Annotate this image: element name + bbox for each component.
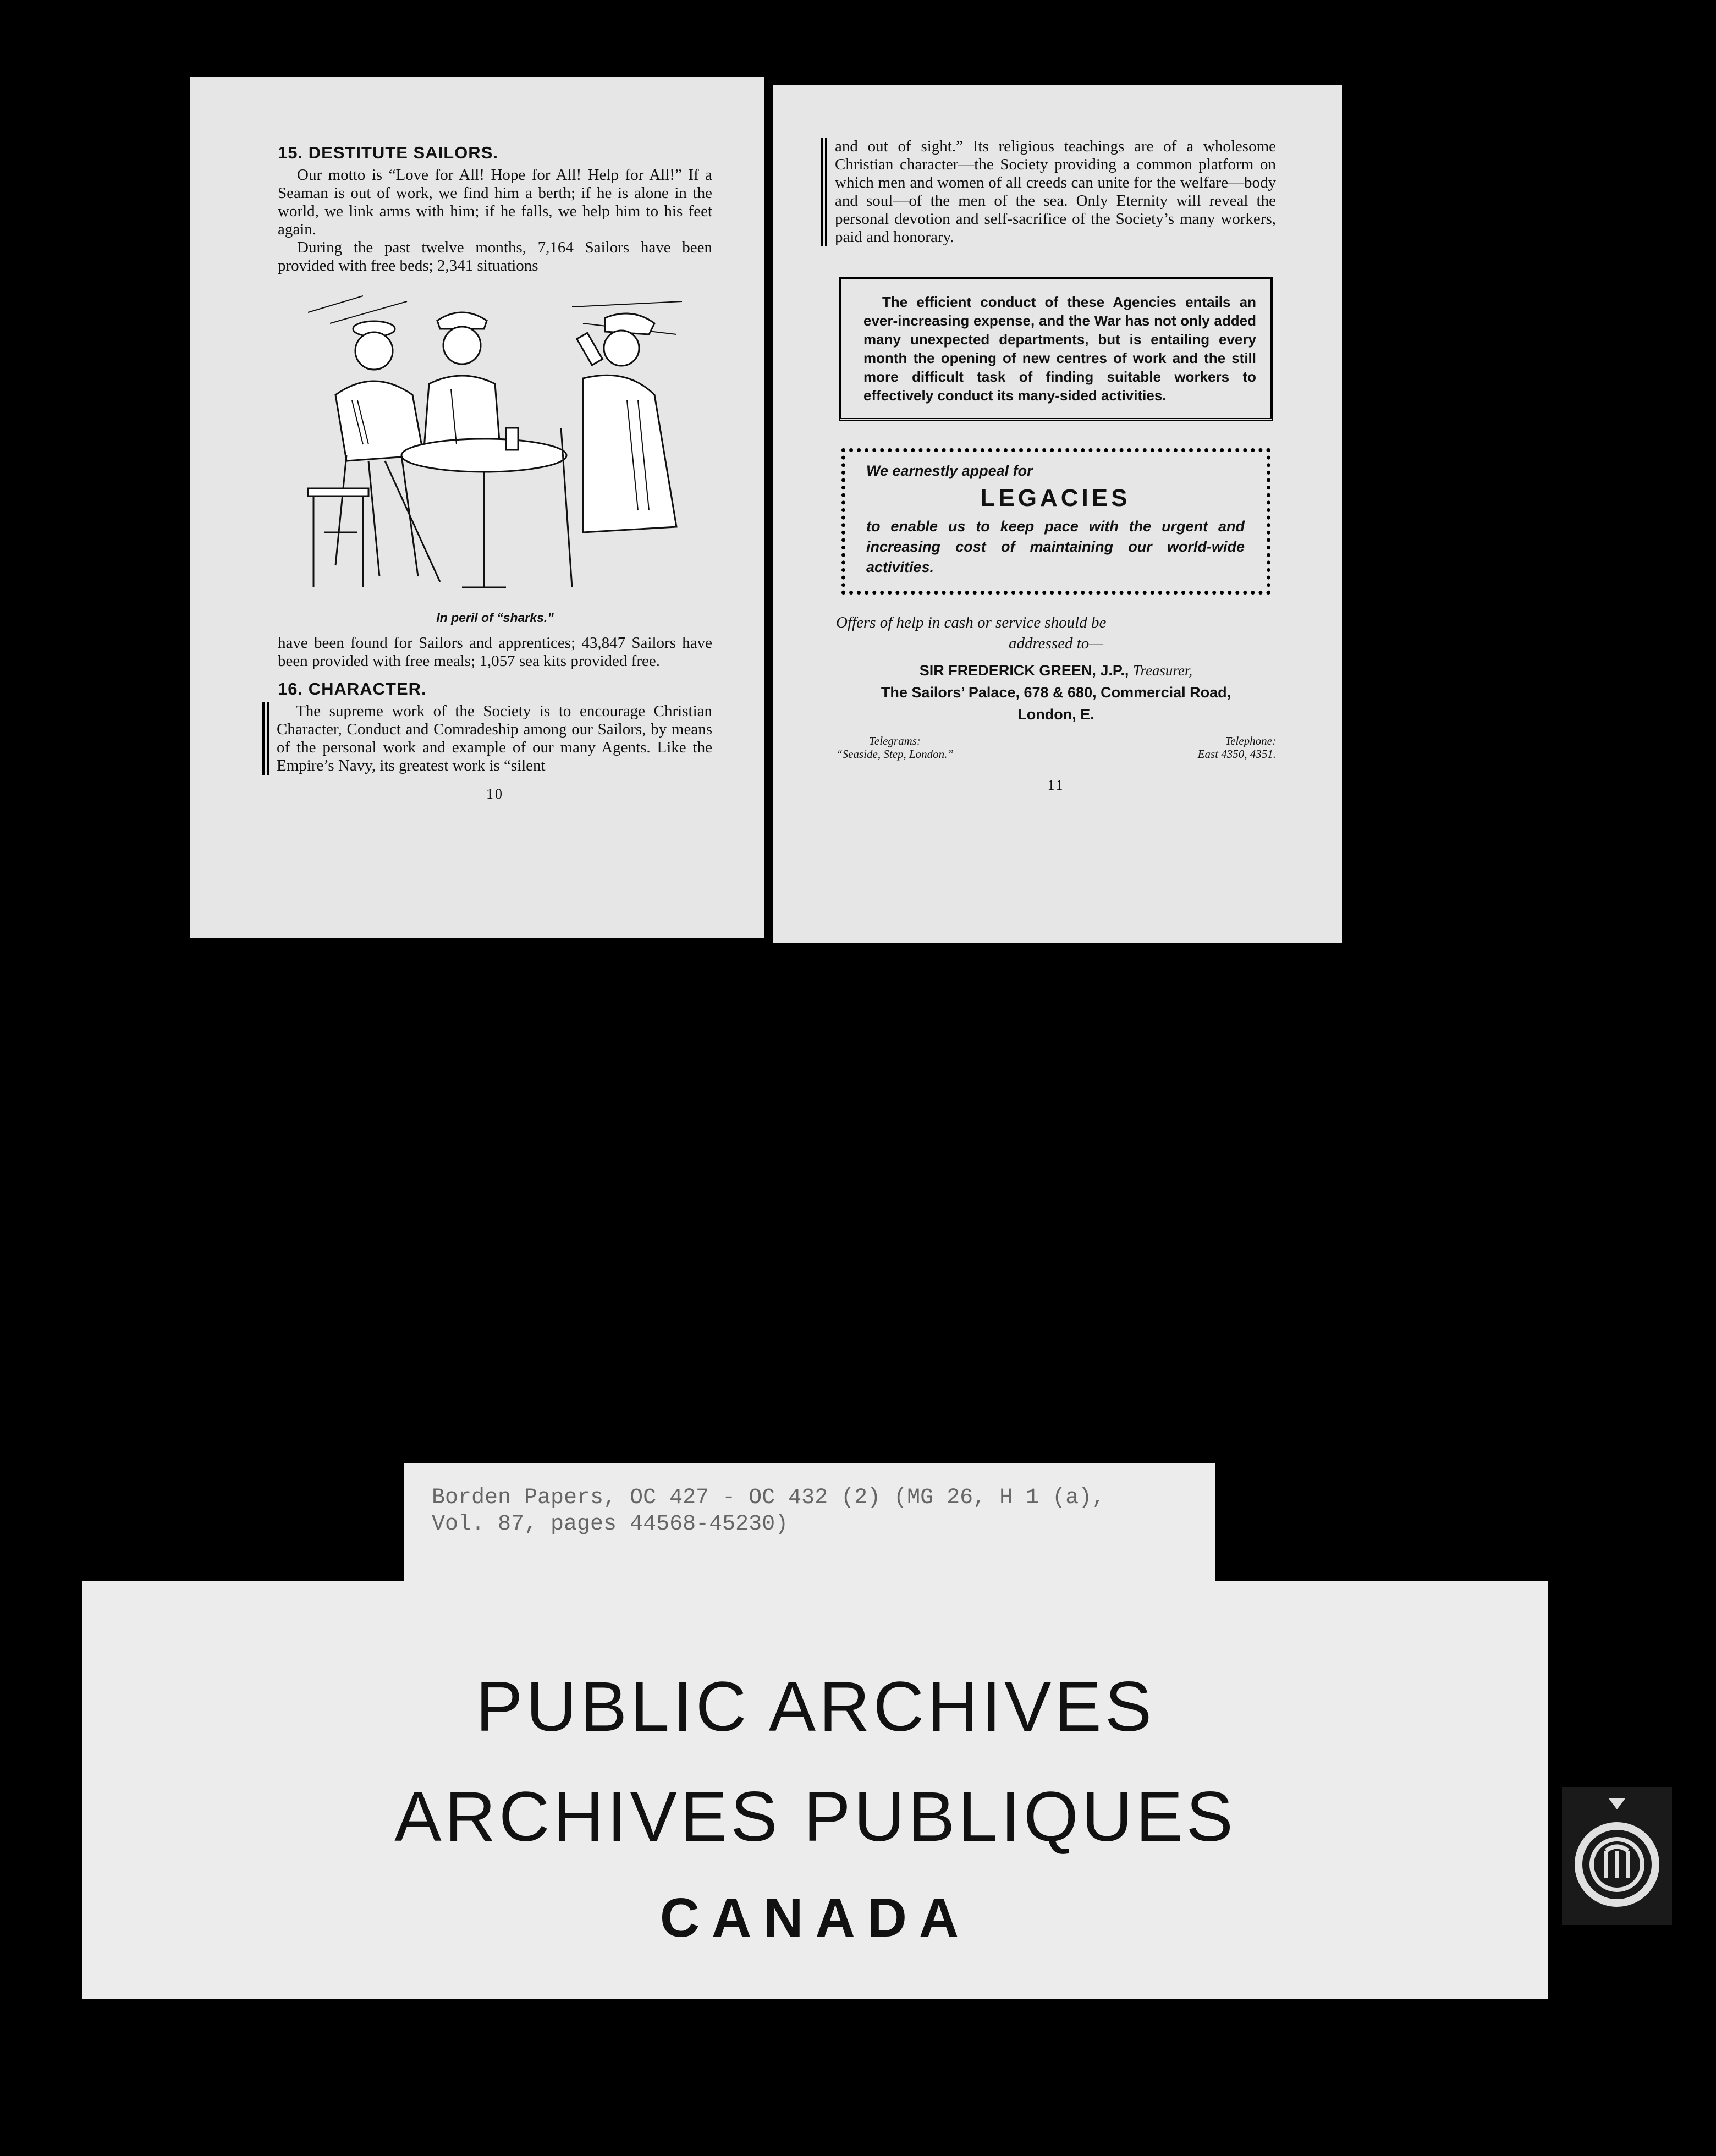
- archives-title-french: ARCHIVES PUBLIQUES: [394, 1778, 1236, 1856]
- appeal-intro: We earnestly appeal for: [866, 463, 1033, 479]
- continuation-paragraph: and out of sight.” Its religious teachings are of a wholesome Christian character—the Society providing a common platform on which men and women of all creeds can unite for the welfare—body and soul—of the men of the sea. Only Eternity will reveal the personal devotion and self-sacrifice of the Society’s many workers, paid and honorary.: [821, 138, 1276, 246]
- left-page-number: 10: [486, 786, 504, 802]
- left-column: [278, 143, 712, 802]
- treasurer-name-line: [836, 659, 1276, 681]
- offers-line-2: addressed to—: [1008, 635, 1104, 652]
- agencies-notice-box: The efficient conduct of these Agencies entails an ever-increasing expense, and the War has not only added many unexpected departments, but is entailing every month the opening of new centres of work and the still more difficult task of finding suitable workers to effectively conduct its many-sided activities.: [839, 277, 1273, 421]
- telegrams-block: [836, 734, 954, 761]
- reference-slip: [404, 1463, 1216, 1584]
- telephone-value: East 4350, 4351.: [1197, 747, 1276, 761]
- archives-title-english: PUBLIC ARCHIVES: [475, 1668, 1156, 1746]
- section-15-heading: 15. DESTITUTE SAILORS.: [278, 143, 498, 162]
- contact-details: [836, 734, 1276, 761]
- section-16-heading: 16. CHARACTER.: [278, 679, 427, 698]
- telephone-label: Telephone:: [1225, 734, 1276, 747]
- legacies-headline: LEGACIES: [980, 485, 1131, 512]
- telephone-block: [1198, 734, 1276, 761]
- section-15-paragraph-1: Our motto is “Love for All! Hope for All! Help for All!” If a Seaman is out of work, we find him a berth; if he is alone in the world, we link arms with him; if he falls, we help him to his feet again.: [278, 166, 712, 238]
- right-page-number: 11: [1047, 777, 1065, 793]
- appeal-body: to enable us to keep pace with the urgent and increasing cost of maintaining our world-wide activities.: [866, 518, 1245, 575]
- section-15-paragraph-2: During the past twelve months, 7,164 Sailors have been provided with free beds; 2,341 situations: [278, 239, 712, 274]
- telegrams-label: Telegrams:: [869, 734, 921, 747]
- treasurer-address: [836, 659, 1276, 725]
- legacies-appeal-box: [842, 448, 1270, 595]
- reference-line-1: Borden Papers, OC 427 - OC 432 (2) (MG 26, H 1 (a),: [432, 1486, 1106, 1510]
- offers-line-1: Offers of help in cash or service should be: [836, 614, 1107, 631]
- right-page: [773, 85, 1342, 943]
- left-page: [190, 77, 765, 938]
- treasurer-role: Treasurer,: [1132, 662, 1193, 679]
- illustration-caption: In peril of “sharks.”: [436, 610, 554, 625]
- sailors-drawing: [297, 290, 693, 604]
- telegrams-value: “Seaside, Step, London.”: [836, 747, 954, 761]
- right-column: [836, 138, 1276, 794]
- archives-card: [82, 1581, 1548, 1999]
- treasurer-name: SIR FREDERICK GREEN, J.P.,: [919, 662, 1129, 679]
- reference-line-2: Vol. 87, pages 44568-45230): [432, 1512, 789, 1537]
- archives-country: CANADA: [659, 1887, 971, 1949]
- microfilm-logo-icon: [1562, 1788, 1672, 1925]
- section-15-paragraph-3: have been found for Sailors and apprentices; 43,847 Sailors have been provided with free meals; 1,057 sea kits provided free.: [278, 634, 712, 670]
- address-line-3: London, E.: [1018, 706, 1094, 723]
- offers-text: [836, 612, 1276, 654]
- section-16-paragraph: The supreme work of the Society is to encourage Christian Character, Conduct and Comradeship among our Sailors, by means of the personal work and example of our many Agents. Like the Empire’s Navy, its greatest work is “silent: [262, 702, 712, 775]
- sailors-illustration: [297, 290, 693, 604]
- address-line-2: The Sailors’ Palace, 678 & 680, Commercial Road,: [881, 684, 1231, 701]
